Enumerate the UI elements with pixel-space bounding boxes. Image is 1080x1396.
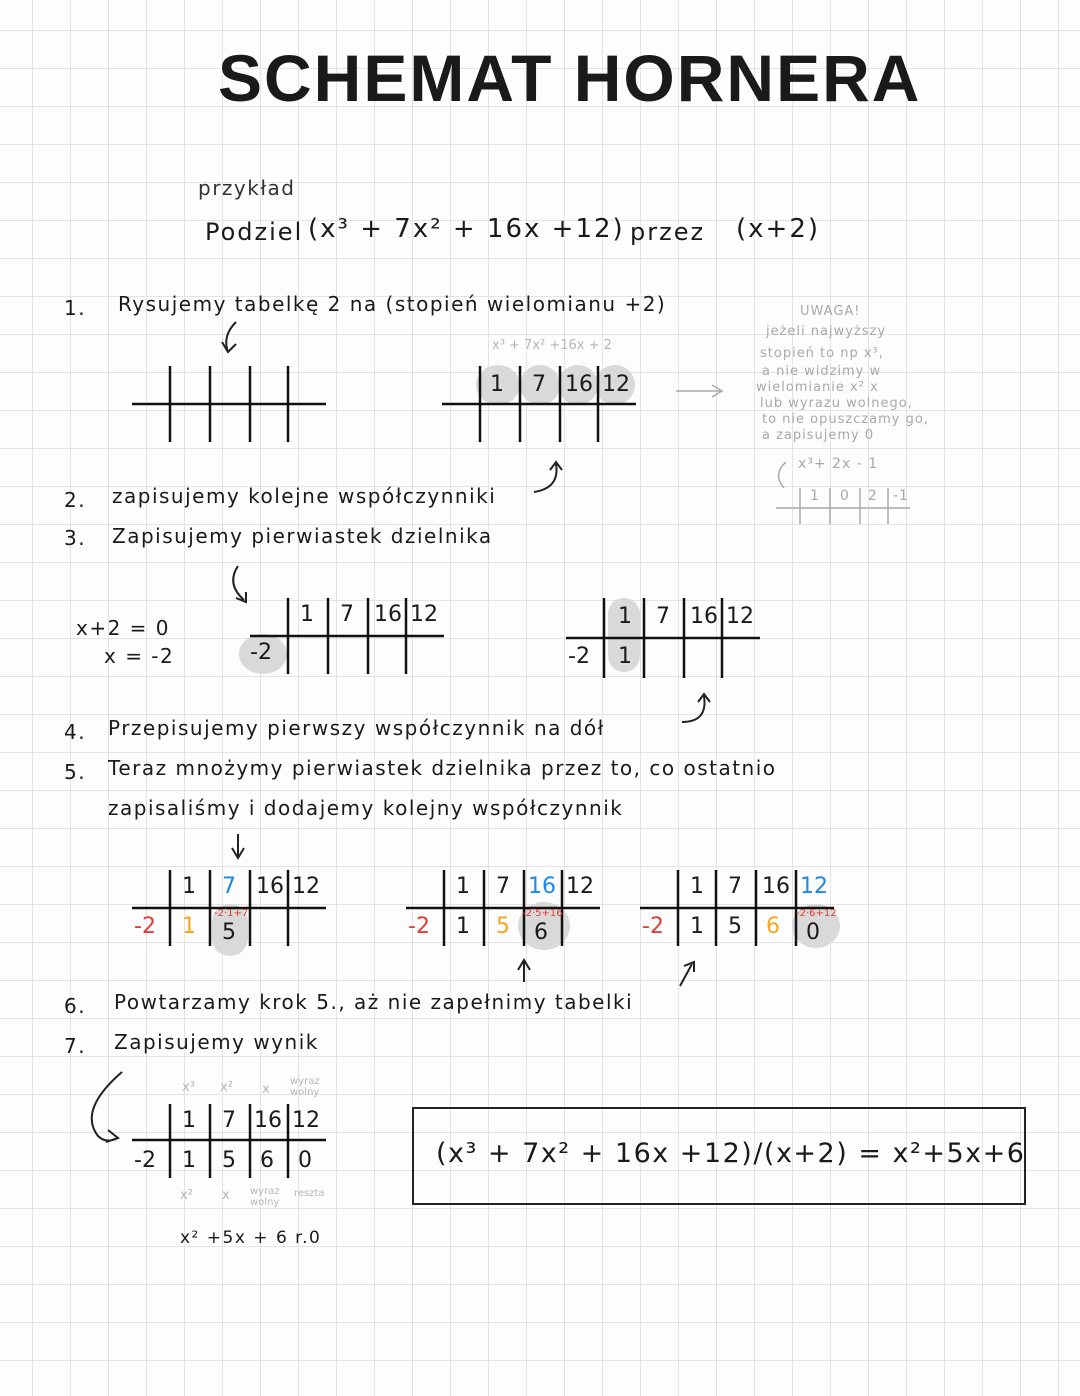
step7-number: 7.	[64, 1034, 87, 1058]
table4-root: -2	[568, 644, 590, 669]
final-row1: 1	[182, 1108, 196, 1133]
warning-line: a nie widzimy w	[762, 364, 882, 379]
warning-title: UWAGA!	[800, 304, 861, 319]
final-top-label: x²	[220, 1080, 233, 1095]
table5c-result: 1	[690, 914, 704, 939]
final-root: -2	[134, 1148, 156, 1173]
step4-number: 4.	[64, 720, 87, 744]
step6-number: 6.	[64, 994, 87, 1018]
final-row1: 7	[222, 1108, 236, 1133]
table5a-root: -2	[134, 914, 156, 939]
table5c-coeff: 7	[728, 874, 742, 899]
root-equation-1: x+2 = 0	[76, 616, 171, 640]
warning-coeff: 2	[868, 488, 878, 504]
table5c-result: 0	[806, 920, 820, 945]
table5b-result: 1	[456, 914, 470, 939]
result-equation: (x³ + 7x² + 16x +12)/(x+2) = x²+5x+6	[436, 1138, 1026, 1169]
step2-number: 2.	[64, 488, 87, 512]
step5-text-2: zapisaliśmy i dodajemy kolejny współczynnik	[108, 796, 624, 820]
step4-text: Przepisujemy pierwszy współczynnik na dół	[108, 716, 605, 740]
example-word: przez	[630, 218, 706, 246]
table5b-coeff: 16	[528, 874, 556, 899]
final-row1: 16	[254, 1108, 282, 1133]
final-result: 1	[182, 1148, 196, 1173]
table5a-calc-note: -2·1+7	[214, 908, 249, 919]
step6-text: Powtarzamy krok 5., aż nie zapełnimy tabelki	[114, 990, 634, 1014]
step1-number: 1.	[64, 296, 87, 320]
table4-coeff: 12	[726, 604, 754, 629]
warning-line: wielomianie x² x	[756, 380, 879, 395]
table2-header: x³ + 7x² +16x + 2	[492, 338, 612, 353]
table5b-coeff: 12	[566, 874, 594, 899]
table4-coeff: 16	[690, 604, 718, 629]
final-bottom-label: reszta	[294, 1188, 325, 1199]
final-top-label: x	[262, 1082, 270, 1097]
table5b-coeff: 7	[496, 874, 510, 899]
final-bottom-label: wyraz wolny	[250, 1186, 280, 1208]
table2-coeff: 16	[565, 372, 593, 397]
step3-text: Zapisujemy pierwiastek dzielnika	[112, 524, 493, 548]
table5b-result: 5	[496, 914, 510, 939]
final-answer: x² +5x + 6 r.0	[180, 1228, 322, 1248]
table4-result: 1	[618, 644, 632, 669]
table5b-root: -2	[408, 914, 430, 939]
final-result: 5	[222, 1148, 236, 1173]
warning-line: lub wyrazu wolnego,	[760, 396, 913, 411]
table5c-coeff: 12	[800, 874, 828, 899]
table3-root: -2	[250, 640, 272, 665]
warning-coeff: 1	[810, 488, 820, 504]
table5b-coeff: 1	[456, 874, 470, 899]
table5a-result: 5	[222, 920, 236, 945]
table5a-coeff: 1	[182, 874, 196, 899]
table5c-root: -2	[642, 914, 664, 939]
final-top-label: x³	[182, 1080, 195, 1095]
final-bottom-label: x	[222, 1188, 230, 1203]
root-equation-2: x = -2	[104, 644, 175, 668]
warning-line: stopień to np x³,	[760, 346, 884, 361]
step1-text: Rysujemy tabelkę 2 na (stopień wielomianu +2)	[118, 292, 667, 316]
final-result: 6	[260, 1148, 274, 1173]
warning-line: jeżeli najwyższy	[766, 324, 887, 339]
table5a-coeff: 12	[292, 874, 320, 899]
example-label: przykład	[198, 176, 296, 200]
warning-coeff: -1	[893, 488, 909, 504]
final-result: 0	[298, 1148, 312, 1173]
table3-coeff: 7	[340, 602, 354, 627]
table5a-result: 1	[182, 914, 196, 939]
table5b-result: 6	[534, 920, 548, 945]
table5a-coeff: 7	[222, 874, 236, 899]
warning-line: to nie opuszczamy go,	[762, 412, 929, 427]
table5a-coeff: 16	[256, 874, 284, 899]
table2-coeff: 12	[602, 372, 630, 397]
table3-coeff: 16	[374, 602, 402, 627]
table5c-coeff: 1	[690, 874, 704, 899]
final-top-label: wyraz wolny	[290, 1076, 320, 1098]
table4-coeff: 1	[618, 604, 632, 629]
warning-line: a zapisujemy 0	[762, 428, 875, 443]
warning-coeff: 0	[840, 488, 850, 504]
table5c-result: 5	[728, 914, 742, 939]
table2-coeff: 7	[532, 372, 546, 397]
table2-coeff: 1	[490, 372, 504, 397]
table4-coeff: 7	[656, 604, 670, 629]
example-divisor: (x+2)	[736, 214, 821, 244]
page-title: SCHEMAT HORNERA	[218, 41, 922, 115]
final-row1: 12	[292, 1108, 320, 1133]
table3-coeff: 12	[410, 602, 438, 627]
step5-number: 5.	[64, 760, 87, 784]
step5-text-1: Teraz mnożymy pierwiastek dzielnika przez to, co ostatnio	[108, 756, 777, 780]
table5b-calc-note: -2·5+16	[522, 908, 563, 919]
table5c-result: 6	[766, 914, 780, 939]
example-prefix: Podziel	[205, 218, 304, 246]
table5c-calc-note: -2·6+12	[796, 908, 837, 919]
example-dividend: (x³ + 7x² + 16x +12)	[308, 214, 625, 244]
final-bottom-label: x²	[180, 1188, 193, 1203]
step7-text: Zapisujemy wynik	[114, 1030, 319, 1054]
table3-coeff: 1	[300, 602, 314, 627]
warning-poly: x³+ 2x - 1	[798, 456, 879, 472]
table5c-coeff: 16	[762, 874, 790, 899]
step3-number: 3.	[64, 526, 87, 550]
step2-text: zapisujemy kolejne współczynniki	[112, 484, 497, 508]
